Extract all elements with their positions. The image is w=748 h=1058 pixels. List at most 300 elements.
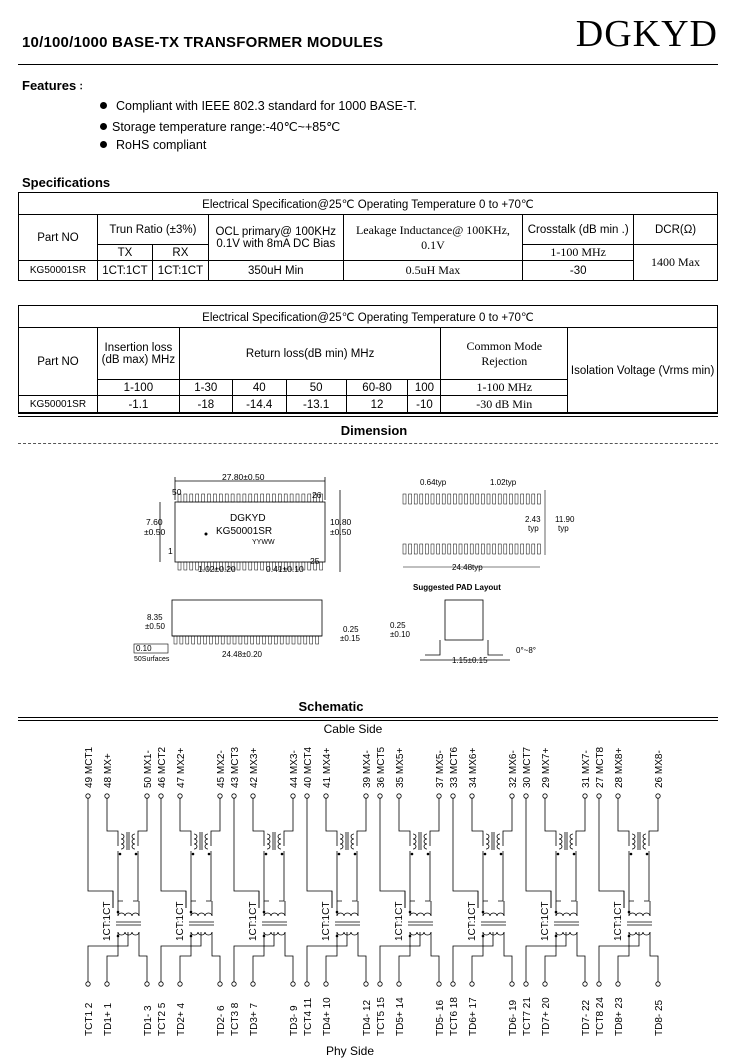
turns-ratio-header: Trun Ratio (±3%) [97,215,208,245]
pad-row-bottom [403,544,540,554]
pin-label: 48 MX+ [103,753,114,788]
pin-terminal [251,982,255,986]
lead-thick-dim: 0.25 [390,621,406,630]
pin-label: TD1+ 1 [103,1002,114,1036]
pad [532,544,535,554]
dot-marker [500,853,503,856]
rx-header: RX [152,245,208,261]
pin-terminal [305,794,309,798]
pad [414,544,417,554]
pin1-marker [205,533,208,536]
schematic-diagram [0,736,748,1042]
dot-marker [646,853,649,856]
pin-lead [184,562,187,570]
leakage-header: Leakage Inductance@ 100KHz, 0.1V [343,215,523,261]
pad [409,544,412,554]
pin-lead [249,562,252,570]
pin-terminal [305,982,309,986]
turns-ratio-label: 1CT:1CT [321,901,332,941]
pin-terminal [397,794,401,798]
part-no-header: Part NO [19,215,98,261]
part-no-header: Part NO [19,328,98,396]
cmr-freq: 1-100 MHz [441,380,568,396]
pad [504,544,507,554]
pin-terminal [105,982,109,986]
leakage-value: 0.5uH Max [343,261,523,281]
channel-8 [595,746,665,1036]
width-dim: 7.60 [146,517,163,527]
pin-terminal [86,794,90,798]
overall-dim: 10.80 [330,517,352,527]
turns-ratio-label: 1CT:1CT [613,901,624,941]
side-lead [298,636,301,644]
pin-terminal [178,794,182,798]
bullet-icon [100,123,107,130]
pin-label: 29 MX7+ [541,747,552,788]
pin-terminal [524,794,528,798]
tx-header: TX [97,245,152,261]
cmr-value: -30 dB Min [441,396,568,414]
pad [425,544,428,554]
part-number-cell: KG50001SR [19,396,98,414]
insertion-header: Insertion loss (dB max) MHz [97,328,179,380]
pad-pitch-dim: 1.02typ [490,478,517,487]
width-dim: ±0.50 [144,527,166,537]
pad-len-dim: 2.43 [525,515,541,524]
dot-marker [192,853,195,856]
pin-terminal [291,982,295,986]
pin-label: 26 MX8- [654,750,665,788]
pad [498,494,501,504]
insertion-value: -1.1 [97,396,179,414]
pin-terminal [378,794,382,798]
pad [453,494,456,504]
overall-dim: ±0.50 [330,527,352,537]
brand-logo: DGKYD [575,13,718,55]
pin-terminal [510,794,514,798]
bullet-icon [100,141,107,148]
side-lead [286,636,289,644]
pin-label: 26 [312,490,322,500]
side-lead [221,636,224,644]
pin-lead [278,494,281,502]
pad [493,544,496,554]
pad [431,494,434,504]
cmr-header: Common Mode Rejection [441,328,568,380]
pad [476,544,479,554]
pin-label: TD6+ 17 [468,997,479,1036]
crosstalk-freq: 1-100 MHz [523,245,634,261]
spec-banner: Electrical Specification@25℃ Operating Temperature 0 to +70℃ [19,306,718,328]
side-lead [209,636,212,644]
pin-lead [202,494,205,502]
pin-label: 42 MX3+ [249,747,260,788]
dot-marker [265,853,268,856]
part-number-cell: KG50001SR [19,261,98,281]
pad [537,494,540,504]
pin-lead [237,494,240,502]
pin-terminal [86,982,90,986]
pin-terminal [324,794,328,798]
pin-label: 34 MX6+ [468,747,479,788]
dimension-rule [18,443,718,444]
pin-terminal [159,794,163,798]
pin-terminal [597,794,601,798]
pad [509,544,512,554]
pin-terminal [251,794,255,798]
pad [403,544,406,554]
tx-ratio-cell: 1CT:1CT [97,261,152,281]
side-lead [304,636,307,644]
pin-label: 27 MCT8 [595,746,606,788]
pad-span-dim: 11.90 [555,515,575,524]
pin-terminal [364,982,368,986]
side-length-dim: 24.48±0.20 [222,650,262,659]
side-lead [274,636,277,644]
crosstalk-value: -30 [523,261,634,281]
pad-width-dim: 0.64typ [420,478,447,487]
pin-terminal [451,794,455,798]
pin-terminal [159,982,163,986]
return-value: 12 [346,396,408,414]
side-lead [215,636,218,644]
side-lead [233,636,236,644]
pin-lead [308,494,311,502]
ocl-value: 350uH Min [208,261,343,281]
pad [409,494,412,504]
pin-lead [261,494,264,502]
header-rule [18,64,718,65]
pad [459,544,462,554]
pin-label: TCT8 24 [595,997,606,1036]
pin-terminal [437,794,441,798]
pad [437,544,440,554]
pin-terminal [656,982,660,986]
pad [498,544,501,554]
dot-marker [354,853,357,856]
return-freq: 60-80 [346,380,408,396]
pin-terminal [324,982,328,986]
pin-lead [243,562,246,570]
pad [425,494,428,504]
dot-marker [573,853,576,856]
pad [487,544,490,554]
lead-thick-dim: ±0.10 [390,630,410,639]
pin-label: 1 [168,546,173,556]
feature-item: Compliant with IEEE 802.3 standard for 1000 BASE-T. [100,99,417,113]
pin-lead [261,562,264,570]
side-lead [174,636,177,644]
phy-side-label: Phy Side [325,1044,375,1058]
pad [448,494,451,504]
pin-label: TD3- 9 [289,1005,300,1036]
side-pin-row [174,636,319,644]
pin-label: 36 MCT5 [376,746,387,788]
pin-label: 37 MX5- [435,750,446,788]
pad [414,494,417,504]
pad [431,544,434,554]
turns-ratio-label: 1CT:1CT [102,901,113,941]
cable-side-label: Cable Side [323,722,383,736]
dot-marker [557,853,560,856]
pin-label: TD5+ 14 [395,997,406,1036]
pin-terminal [470,794,474,798]
pin-terminal [616,794,620,798]
pin-lead [267,494,270,502]
pitch-dim: 1.02±0.20 [198,564,236,574]
pad [448,544,451,554]
turns-ratio-label: 1CT:1CT [467,901,478,941]
pin-label: 30 MCT7 [522,746,533,788]
pin-label: 32 MX6- [508,750,519,788]
chip-date: YYWW [252,539,275,546]
package-side-view [172,600,322,636]
side-lead [186,636,189,644]
spec-banner: Electrical Specification@25℃ Operating Temperature 0 to +70℃ [19,193,718,215]
table-underline [18,412,718,414]
pad [470,544,473,554]
channel-3 [230,746,300,1036]
pin-terminal [616,982,620,986]
standoff-dim: ±0.15 [340,634,360,643]
document-title: 10/100/1000 BASE-TX TRANSFORMER MODULES [22,34,384,51]
pad [493,494,496,504]
side-lead [198,636,201,644]
pin-label: 47 MX2+ [176,747,187,788]
dot-marker [281,853,284,856]
side-lead [239,636,242,644]
pin-label: TCT7 21 [522,997,533,1036]
pin-lead [219,494,222,502]
foot-dim: 1.15±0.15 [452,656,488,665]
chip-part: KG50001SR [216,526,273,537]
pin-terminal [543,794,547,798]
turns-ratio-label: 1CT:1CT [175,901,186,941]
pin-terminal [583,982,587,986]
dot-marker [630,853,633,856]
side-lead [180,636,183,644]
pin-label: 25 [310,556,320,566]
pin-lead [231,494,234,502]
schematic-heading: Schematic [298,699,364,714]
channel-7 [522,746,592,1036]
pin-lead [249,494,252,502]
pad [521,544,524,554]
pad [437,494,440,504]
pin-lead [302,494,305,502]
dot-marker [484,853,487,856]
spec-table-1 [18,192,718,281]
angle-dim: 0°~8° [516,646,536,655]
side-lead [268,636,271,644]
pin-lead [290,494,293,502]
dimension-heading: Dimension [340,423,408,438]
pin-lead [272,494,275,502]
dot-marker [427,853,430,856]
channel-2 [157,746,227,1036]
dot-marker [135,853,138,856]
pin-terminal [218,982,222,986]
side-lead [245,636,248,644]
return-freq: 40 [232,380,286,396]
side-lead [257,636,260,644]
pin-label: TD8- 25 [654,999,665,1036]
pin-label: 33 MCT6 [449,746,460,788]
turns-ratio-label: 1CT:1CT [394,901,405,941]
standoff-dim: 0.25 [343,625,359,634]
pin-label: 40 MCT4 [303,746,314,788]
pin-label: TCT5 15 [376,997,387,1036]
lead-width-dim: 0.41±0.10 [266,564,304,574]
pin-terminal [470,982,474,986]
pin-lead [243,494,246,502]
pin-terminal [524,982,528,986]
pin-terminal [597,982,601,986]
pin-terminal [583,794,587,798]
pin-terminal [543,982,547,986]
height-dim: 8.35 [147,613,163,622]
pad [504,494,507,504]
pin-terminal [291,794,295,798]
pin-label: 45 MX2- [216,750,227,788]
channel-6 [449,746,519,1036]
pin-label: TD8+ 23 [614,997,625,1036]
pad [465,544,468,554]
pin-lead [284,494,287,502]
pin-terminal [218,794,222,798]
schematic-rule [18,720,718,721]
pin-terminal [451,982,455,986]
pad [526,494,529,504]
pad [526,544,529,554]
return-loss-header: Return loss(dB min) MHz [179,328,441,380]
pin-label: TD6- 19 [508,999,519,1036]
chip-brand: DGKYD [230,513,266,524]
pin-label: TD1- 3 [143,1005,154,1036]
pad [487,494,490,504]
pin-label: TD7+ 20 [541,997,552,1036]
pin-label: 46 MCT2 [157,746,168,788]
length-dim: 27.80±0.50 [222,472,265,482]
pin-lead [190,494,193,502]
channel-4 [303,746,373,1036]
isolation-header: Isolation Voltage (Vrms min) [568,328,718,414]
insertion-freq: 1-100 [97,380,179,396]
surfaces-label: 50Surfaces [134,656,170,663]
pin-lead [255,494,258,502]
pin-terminal [656,794,660,798]
schematic-rule [18,717,718,718]
pin-label: 28 MX8+ [614,747,625,788]
pad [465,494,468,504]
return-freq: 50 [286,380,346,396]
pin-terminal [232,982,236,986]
return-value: -13.1 [286,396,346,414]
pin-label: TD2+ 4 [176,1002,187,1036]
pin-label: TCT1 2 [84,1002,95,1036]
coplanarity-dim: 0.10 [136,644,152,653]
pin-label: TCT2 5 [157,1002,168,1036]
pin-label: 49 MCT1 [84,746,95,788]
turns-ratio-label: 1CT:1CT [248,901,259,941]
dot-marker [119,853,122,856]
pin-terminal [232,794,236,798]
pad-row-top [403,494,540,504]
pin-label: TD7- 22 [581,999,592,1036]
dot-marker [338,853,341,856]
pin-terminal [510,982,514,986]
pad [509,494,512,504]
pin-lead [208,494,211,502]
return-value: -10 [408,396,441,414]
return-freq: 100 [408,380,441,396]
pad [481,494,484,504]
dcr-value: 1400 Max [634,245,718,281]
side-lead [292,636,295,644]
turns-ratio-label: 1CT:1CT [540,901,551,941]
pad [532,494,535,504]
side-lead [251,636,254,644]
pin-label: 50 [172,487,182,497]
side-lead [204,636,207,644]
pad [521,494,524,504]
pin-terminal [378,982,382,986]
pin-label: 44 MX3- [289,750,300,788]
side-lead [316,636,319,644]
pad [442,494,445,504]
pin-label: 39 MX4- [362,750,373,788]
pin-terminal [145,794,149,798]
pin-label: TCT4 11 [303,997,314,1036]
return-value: -18 [179,396,232,414]
pin-lead [196,494,199,502]
pin-label: TD3+ 7 [249,1002,260,1036]
pin-terminal [364,794,368,798]
dimension-drawing [0,460,748,675]
pin-lead [237,562,240,570]
pad [537,544,540,554]
pad-caption: Suggested PAD Layout [413,583,501,592]
pin-label: 31 MX7- [581,750,592,788]
height-dim: ±0.50 [145,622,165,631]
pin-label: TD5- 16 [435,999,446,1036]
pad [403,494,406,504]
crosstalk-header: Crosstalk (dB min .) [523,215,634,245]
pad [459,494,462,504]
dot-marker [208,853,211,856]
pin-lead [213,494,216,502]
top-pin-row [178,494,323,502]
pin-lead [255,562,258,570]
pin-label: TCT3 8 [230,1002,241,1036]
side-lead [192,636,195,644]
pin-terminal [178,982,182,986]
spec-table-2 [18,305,718,414]
table-underline [18,416,718,417]
package-end-view [445,600,483,640]
pad [481,544,484,554]
pin-label: TD4+ 10 [322,997,333,1036]
pad [470,494,473,504]
pin-lead [296,494,299,502]
pin-lead [190,562,193,570]
channel-1 [84,746,154,1036]
dcr-header: DCR(Ω) [634,215,718,245]
side-lead [280,636,283,644]
pad [420,494,423,504]
pin-label: 41 MX4+ [322,747,333,788]
side-lead [263,636,266,644]
